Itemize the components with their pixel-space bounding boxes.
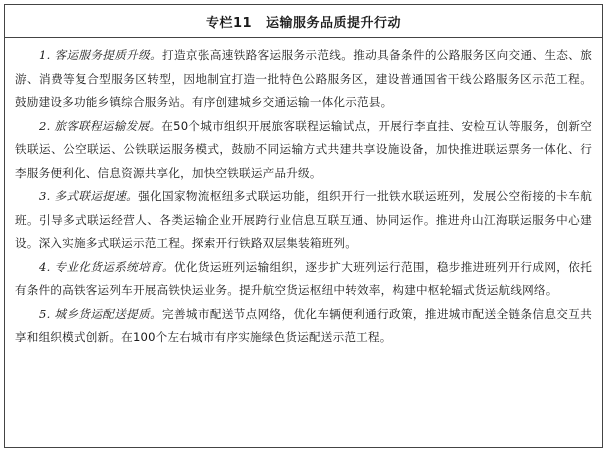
- item-body: 完善城市配送节点网络，优化车辆便利通行政策，推进城市配送全链条信息交互共享和组织模式创新。在100个左右城市有序实施绿色货运配送示范工程。: [15, 306, 592, 344]
- list-item: [15, 185, 592, 256]
- item-lead: 3. 多式联运提速。: [39, 189, 139, 203]
- list-item: [15, 256, 592, 303]
- item-lead: 2. 旅客联程运输发展。: [39, 118, 162, 133]
- item-body: 强化国家物流枢纽多式联运功能，组织开行一批铁水联运班列，发展公空衔接的卡车航班。引导多式联运经营人、各类运输企业开展跨行业信息互联互通、协同运作。推进舟山江海联运服务中心建设。深入实施多式联运示范工程。探索开行铁路双层集装箱班列。: [15, 189, 592, 250]
- column-number: 专栏11: [205, 15, 253, 31]
- list-item: [15, 44, 592, 115]
- item-body: 在50个城市组织开展旅客联程运输试点，开展行李直挂、安检互认等服务，创新空铁联运、公空联运、公铁联运服务模式，鼓励不同运输方式共建共享设施设备，加快推进联运票务一体化、行李服务便利化、信息资源共享化，加快空铁联运产品升级。: [15, 118, 593, 180]
- item-body: 打造京张高速铁路客运服务示范线。推动具备条件的公路服务区向交通、生态、旅游、消费等复合型服务区转型，因地制宜打造一批特色公路服务区，建设普通国省干线公路服务区示范工程。鼓励建设多功能乡镇综合服务站。有序创建城乡交通运输一体化示范县。: [15, 48, 592, 109]
- item-lead: 1. 客运服务提质升级。: [39, 48, 163, 62]
- column-content: [5, 38, 602, 350]
- column-title-text: 运输服务品质提升行动: [266, 15, 402, 31]
- item-lead: 5. 城乡货运配送提质。: [39, 306, 163, 321]
- item-lead: 4. 专业化货运系统培育。: [39, 259, 174, 274]
- column-box: [4, 4, 603, 448]
- list-item: [15, 115, 592, 186]
- column-title: [5, 5, 602, 38]
- item-body: 优化货运班列运输组织，逐步扩大班列运行范围，稳步推进班列开行成网，依托有条件的高铁客运列车开展高铁快运业务。提升航空货运枢纽中转效率，构建中枢轮辐式货运航线网络。: [15, 259, 592, 297]
- list-item: [15, 303, 592, 350]
